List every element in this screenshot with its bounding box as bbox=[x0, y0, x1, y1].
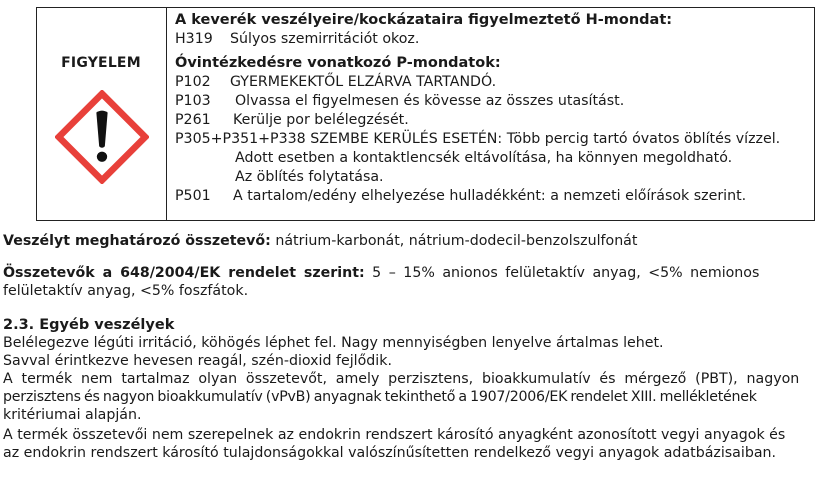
statements-column bbox=[175, 11, 810, 206]
statement-code: P305+P351+P338 bbox=[175, 131, 306, 147]
statement-text: GYERMEKEKTŐL ELZÁRVA TARTANDÓ. bbox=[230, 74, 497, 90]
p-statement bbox=[175, 111, 810, 130]
p-statement bbox=[175, 73, 810, 92]
statement-code: H319 bbox=[175, 31, 213, 47]
statement-code: P103 bbox=[175, 93, 211, 109]
other-hazards-section bbox=[3, 316, 828, 462]
section-heading: 2.3. Egyéb veszélyek bbox=[3, 317, 175, 333]
statement-text: A tartalom/edény elhelyezése hulladékként: a nemzeti előírások szerint. bbox=[233, 188, 747, 204]
statement-text: Olvassa el figyelmesen és kövesse az összes utasítást. bbox=[235, 93, 625, 109]
statement-continuation: Adott esetben a kontaktlencsék eltávolítása, ha könnyen megoldható. bbox=[235, 150, 733, 166]
ghs07-exclamation-mark-icon bbox=[55, 90, 149, 184]
statement-text: SZEMBE KERÜLÉS ESETÉN: Több percig tartó óvatos öblítés vízzel. bbox=[310, 131, 781, 147]
endocrine-line: A termék összetevői nem szerepelnek az endokrin rendszert károsító anyagként azonosított vegyi anyagok és bbox=[3, 427, 786, 443]
signal-column bbox=[37, 8, 167, 220]
hazard-components-value: nátrium-karbonát, nátrium-dodecil-benzolszulfonát bbox=[270, 233, 638, 249]
signal-word: FIGYELEM bbox=[61, 55, 141, 71]
pbt-line: perzisztens és nagyon bioakkumulatív (vPvB) anyagnak tekinthető a 1907/2006/EK rendelet XIII. mellékletének bbox=[3, 389, 757, 405]
endocrine-line: az endokrin rendszert károsító tulajdonságokkal valószínűsítetten rendelkező vegyi anyagok adatbázisaiban. bbox=[3, 445, 777, 461]
hazard-line: Belélegezve légúti irritáció, köhögés léphet fel. Nagy mennyiségben lenyelve ártalmas lehet. bbox=[3, 335, 664, 351]
ingredients-value: 5 – 15% anionos felületaktív anyag, <5% nemionos bbox=[364, 265, 760, 281]
ingredients-line bbox=[3, 264, 829, 282]
ingredients-label: Összetevők a 648/2004/EK rendelet szerint: bbox=[3, 265, 365, 281]
pbt-line: A termék nem tartalmaz olyan összetevőt, amely perzisztens, bioakkumulatív és mérgező (PBT), nagyon bbox=[3, 371, 800, 387]
h-statement bbox=[175, 30, 810, 49]
p-statement bbox=[175, 92, 810, 111]
statement-text: Kerülje por belélegzését. bbox=[233, 112, 409, 128]
statement-code: P261 bbox=[175, 112, 211, 128]
hazard-line: Savval érintkezve hevesen reagál, szén-dioxid fejlődik. bbox=[3, 353, 392, 369]
hazard-components-label: Veszélyt meghatározó összetevő: bbox=[3, 233, 271, 249]
statement-code: P102 bbox=[175, 74, 211, 90]
p-statement bbox=[175, 130, 810, 149]
statement-text: Súlyos szemirritációt okoz. bbox=[230, 31, 420, 47]
h-statements-heading: A keverék veszélyeire/kockázataira figyelmeztető H-mondat: bbox=[175, 12, 673, 28]
statement-code: P501 bbox=[175, 188, 211, 204]
p-statements-heading: Óvintézkedésre vonatkozó P-mondatok: bbox=[175, 55, 501, 71]
pbt-line: kritériumai alapján. bbox=[3, 407, 142, 423]
hazard-components bbox=[3, 232, 637, 251]
ingredients-line: felületaktív anyag, <5% foszfátok. bbox=[3, 283, 249, 299]
statement-continuation: Az öblítés folytatása. bbox=[235, 169, 384, 185]
hazard-label-box bbox=[36, 7, 815, 221]
ingredients bbox=[3, 264, 829, 300]
p-statement bbox=[175, 187, 810, 206]
